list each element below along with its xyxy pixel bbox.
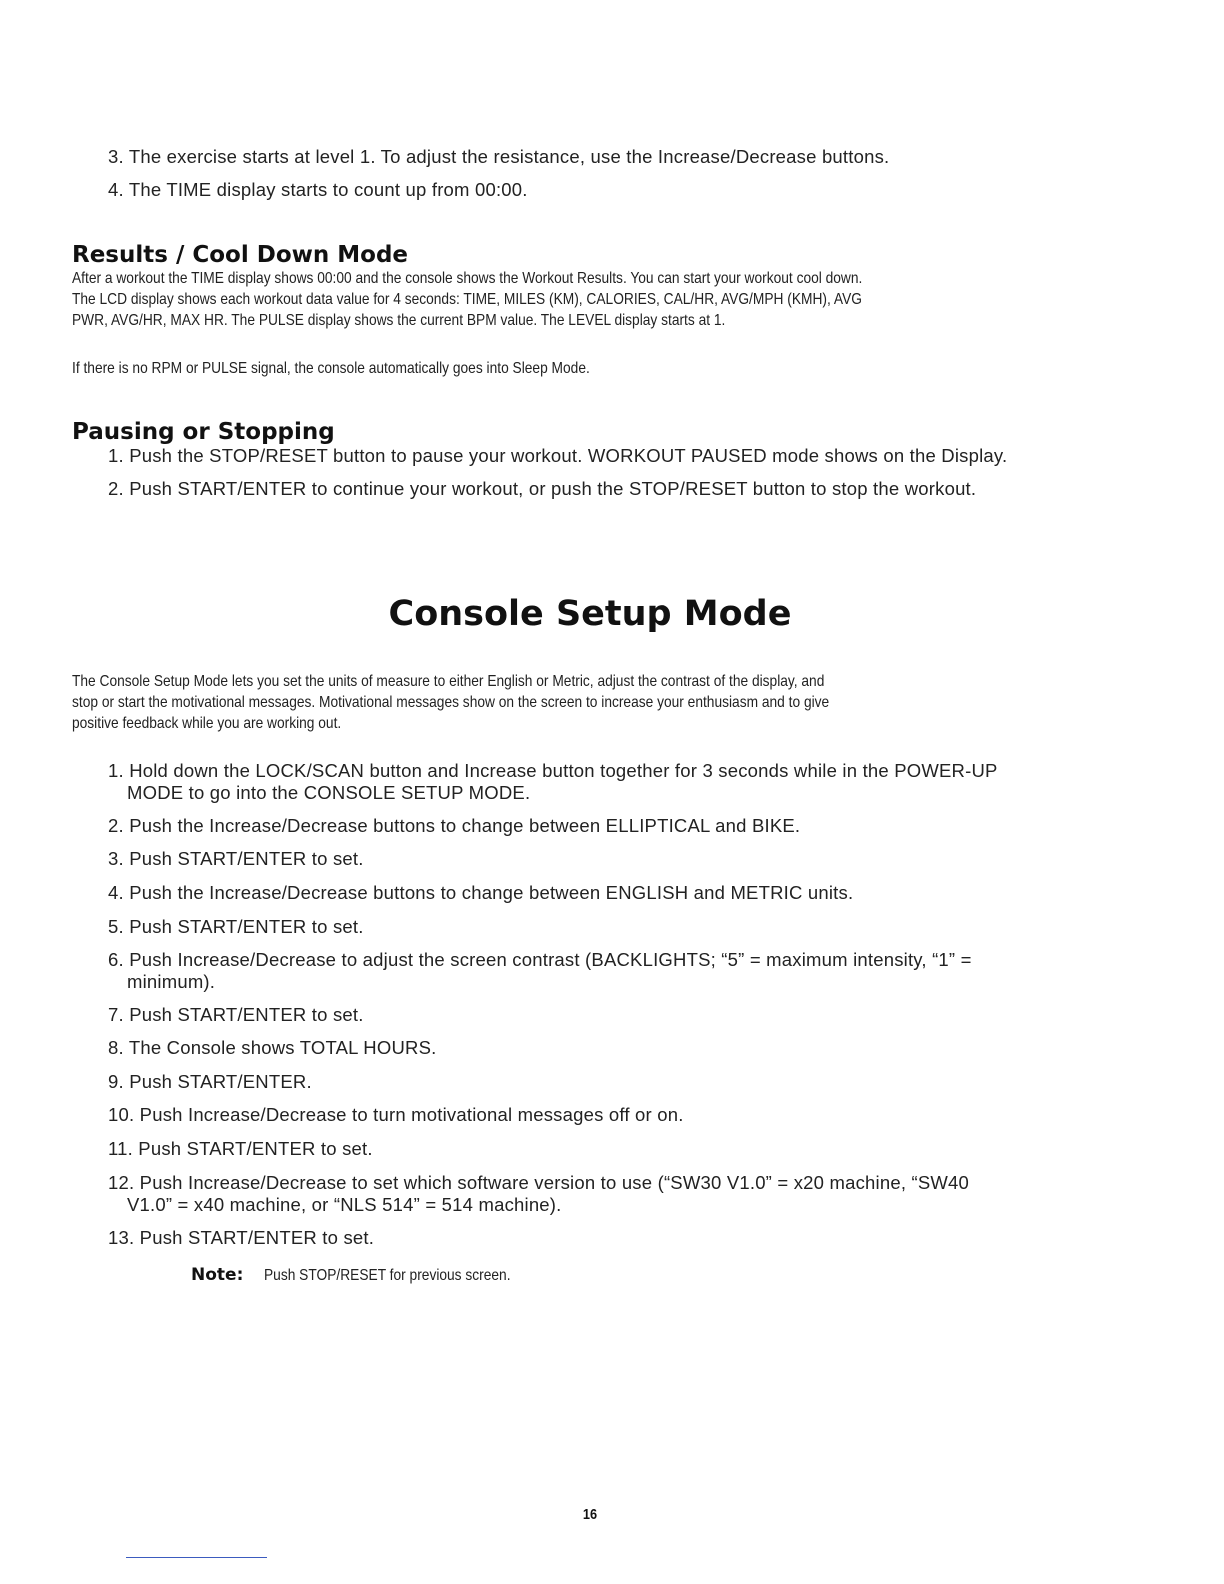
results-line: After a workout the TIME display shows 00:00 and the console shows the Workout Results. You can start your workout cool down. (72, 270, 863, 287)
step-number: 12. (108, 1172, 135, 1193)
step-number: 3. (108, 146, 124, 167)
pausing-heading: Pausing or Stopping (72, 419, 335, 445)
step-number: 2. (108, 478, 124, 499)
list-item (108, 848, 364, 870)
step-number: 1. (108, 760, 124, 781)
results-line: PWR, AVG/HR, MAX HR. The PULSE display shows the current BPM value. The LEVEL display starts at 1. (72, 312, 726, 329)
results-heading: Results / Cool Down Mode (72, 242, 409, 268)
list-item (108, 1227, 374, 1249)
step-text: Push Increase/Decrease to set which software version to use (“SW30 V1.0” = x20 machine, “SW40 (139, 1172, 970, 1193)
step-text-continued: V1.0” = x40 machine, or “NLS 514” = 514 machine). (127, 1194, 562, 1215)
step-number: 10. (108, 1104, 135, 1125)
step-text: The exercise starts at level 1. To adjust the resistance, use the Increase/Decrease buttons. (128, 146, 890, 167)
list-item (108, 760, 998, 804)
step-text-continued: minimum). (127, 971, 216, 992)
list-item (108, 949, 972, 993)
results-line: The LCD display shows each workout data value for 4 seconds: TIME, MILES (KM), CALORIES, CAL/HR, AVG/MPH (KMH), AVG (72, 291, 862, 308)
list-item (108, 1004, 364, 1026)
step-number: 5. (108, 916, 124, 937)
step-text: Hold down the LOCK/SCAN button and Increase button together for 3 seconds while in the POWER-UP (129, 760, 998, 781)
step-text-continued: MODE to go into the CONSOLE SETUP MODE. (127, 782, 531, 803)
note (191, 1264, 550, 1287)
list-item (108, 1104, 684, 1126)
intro-line: The Console Setup Mode lets you set the units of measure to either English or Metric, adjust the contrast of the display, and (72, 673, 825, 690)
footer-rule (126, 1557, 267, 1558)
step-number: 7. (108, 1004, 124, 1025)
list-item (108, 445, 1007, 467)
note-text: Push STOP/RESET for previous screen. (263, 1267, 511, 1284)
list-item (108, 916, 364, 938)
step-number: 4. (108, 882, 124, 903)
step-text: Push START/ENTER to set. (129, 848, 364, 869)
note-label: Note: (191, 1265, 244, 1285)
step-number: 2. (108, 815, 124, 836)
intro-line: positive feedback while you are working out. (72, 715, 342, 732)
step-number: 9. (108, 1071, 124, 1092)
step-text: Push the Increase/Decrease buttons to change between ELLIPTICAL and BIKE. (129, 815, 801, 836)
list-item (108, 1071, 312, 1093)
step-text: Push START/ENTER to set. (139, 1227, 375, 1248)
step-text: Push START/ENTER to set. (129, 1004, 364, 1025)
step-text: The Console shows TOTAL HOURS. (128, 1037, 437, 1058)
step-text: The TIME display starts to count up from 00:00. (128, 179, 528, 200)
step-text: Push Increase/Decrease to adjust the screen contrast (BACKLIGHTS; “5” = maximum intensity, “1” = (129, 949, 972, 970)
step-text: Push START/ENTER. (129, 1071, 312, 1092)
list-item (108, 815, 800, 837)
step-text: Push START/ENTER to set. (138, 1138, 373, 1159)
list-item (108, 146, 889, 168)
page-title: Console Setup Mode (388, 594, 792, 634)
step-text: Push START/ENTER to set. (129, 916, 364, 937)
step-number: 3. (108, 848, 124, 869)
list-item (108, 478, 976, 500)
sleep-mode-note: If there is no RPM or PULSE signal, the console automatically goes into Sleep Mode. (72, 360, 590, 377)
step-number: 11. (108, 1138, 133, 1159)
step-text: Push the Increase/Decrease buttons to change between ENGLISH and METRIC units. (129, 882, 854, 903)
step-number: 13. (108, 1227, 135, 1248)
step-number: 4. (108, 179, 124, 200)
console-setup-intro (72, 671, 1108, 734)
step-number: 8. (108, 1037, 124, 1058)
step-text: Push the STOP/RESET button to pause your workout. WORKOUT PAUSED mode shows on the Display. (129, 445, 1008, 466)
page-number: 16 (582, 1506, 598, 1523)
results-paragraph (72, 268, 1108, 331)
step-text: Push Increase/Decrease to turn motivational messages off or on. (139, 1104, 684, 1125)
step-text: Push START/ENTER to continue your workout, or push the STOP/RESET button to stop the workout. (129, 478, 977, 499)
list-item (108, 1172, 969, 1216)
intro-line: stop or start the motivational messages. Motivational messages show on the screen to increase your enthusiasm and to give (72, 694, 830, 711)
step-number: 1. (108, 445, 124, 466)
list-item (108, 179, 528, 201)
list-item (108, 1138, 373, 1160)
list-item (108, 882, 853, 904)
list-item (108, 1037, 436, 1059)
step-number: 6. (108, 949, 124, 970)
